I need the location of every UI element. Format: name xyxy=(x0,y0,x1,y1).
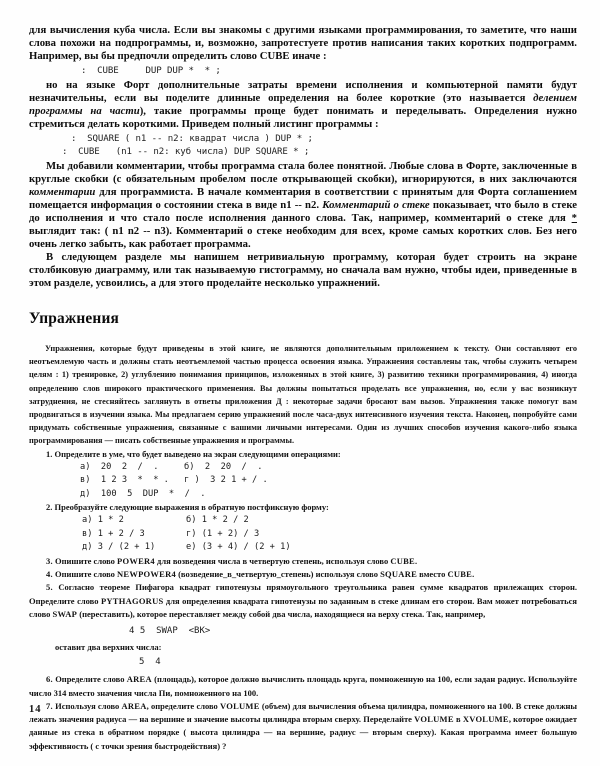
exercise-3-keyword-2: CUBE xyxy=(390,555,415,566)
exercise-6-run2: (площадь), которое должно вычислить площадь круга, помноженную на 100, если задан радиус. Используйте число 314 вместо значения числа Пи, помноженного на 100. xyxy=(29,674,577,698)
code-listing-cube: : CUBE (n1 -- n2: куб числа) DUP SQUARE * ; xyxy=(62,147,310,158)
code-example-swap: 4 5 SWAP <BK> xyxy=(129,626,211,637)
exercise-5-keyword-2: SWAP xyxy=(52,608,78,619)
exercise-6-run1: Определите слово xyxy=(55,674,127,685)
option-right: г ) 3 2 1 + / . xyxy=(184,475,268,486)
paragraph-3 xyxy=(29,160,577,251)
exercise-7-keyword-4: XVOLUME xyxy=(462,714,509,725)
option-row xyxy=(80,461,577,474)
exercise-item-3 xyxy=(29,555,577,568)
exercise-4-keyword-2: SQUARE xyxy=(380,568,418,579)
exercise-7-keyword-2: VOLUME xyxy=(220,700,260,711)
exercise-2-number: 2. xyxy=(46,502,53,513)
exercise-5-keyword-1: PYTHAGORUS xyxy=(100,595,164,606)
paragraph-3-emphasis-2: Комментарий о стеке xyxy=(322,198,430,211)
exercise-5-run3: (переставить), которое переставляет между собой два числа, находящиеся на верху стека. Так, например, xyxy=(77,608,486,619)
exercise-1-text: Определите в уме, что будет выведено на экран следующими операциями: xyxy=(54,448,341,459)
option-left: а) 20 2 / . xyxy=(80,461,159,472)
option-left: д) 3 / (2 + 1) xyxy=(82,542,156,553)
exercise-5-run1: Согласно теореме Пифагора квадрат гипотенузы прямоугольного треугольника равен сумме квадратов прилежащих сторон. Определите слово xyxy=(29,582,578,606)
paragraph-3-emphasis-1: комментарии xyxy=(29,185,96,198)
exercise-item-6 xyxy=(29,673,577,700)
option-left: д) 100 5 DUP * / . xyxy=(80,488,206,499)
exercise-5-number: 5. xyxy=(46,582,53,593)
exercise-7-run5: , которое ожидает данные из стека в обратном порядке ( высота цилиндра — на вершине, радиус — вторым сверху). Какая программа имеет большую эффективность ( с точки зрения быстродействия) ? xyxy=(29,714,577,751)
exercise-3-run3: . xyxy=(414,555,418,566)
paragraph-2-run2: ), такие программы проще будет понимать и переделывать. Определения нужно стремиться делать короткими. Приведем полный листинг программы : xyxy=(29,104,577,130)
page-number: 14 xyxy=(29,704,42,715)
code-listing-cube-naive: : CUBE DUP DUP * * ; xyxy=(81,66,221,77)
exercise-7-run4: в xyxy=(453,714,463,725)
option-row xyxy=(80,474,577,487)
exercise-7-run1: Используя слово xyxy=(55,700,122,711)
exercise-7-number: 7. xyxy=(46,700,53,711)
paragraph-2-emphasis-1: делением программы на части xyxy=(29,91,577,117)
paragraph-3-run2: для программиста. В начале комментария в соответствии с принятым для Форта соглашением помещается информация о состоянии стека в виде n1 -- n2. xyxy=(29,185,577,211)
exercise-item-2 xyxy=(29,501,577,514)
section-heading-exercises: Упражнения xyxy=(29,310,120,328)
exercise-item-1 xyxy=(29,448,577,461)
exercise-2-text: Преобразуйте следующие выражения в обратную постфиксную форму: xyxy=(54,502,329,513)
option-right: б) 1 * 2 / 2 xyxy=(186,515,249,526)
exercise-6-number: 6. xyxy=(46,674,53,685)
option-row xyxy=(82,541,577,554)
paragraph-2 xyxy=(29,79,577,131)
exercise-7-keyword-3: VOLUME xyxy=(414,714,454,725)
exercise-item-7 xyxy=(29,700,577,753)
paragraph-1-text: для вычисления куба числа. Если вы знакомы с другими языками программирования, то заметите, что наши слова похожи на подпрограммы, и, возможно, запротестуете против написания таких коротких подпрограмм. Например, вы бы предпочли определить слово CUBE иначе : xyxy=(29,24,577,63)
exercise-7-keyword-1: AREA xyxy=(121,700,147,711)
paragraph-4 xyxy=(29,251,577,290)
exercise-4-number: 4. xyxy=(46,568,53,579)
exercise-1-options xyxy=(29,461,577,501)
code-result-swap: 5 4 xyxy=(139,656,161,667)
paragraph-3-underlined-operator: * xyxy=(571,211,577,224)
exercise-7-run3: (объем) для вычисления объема цилиндра, помноженного на 100. В стеке должны лежать значения радиуса — на вершине и значение высоты цилиндра вторым сверху. Переделайте xyxy=(29,700,578,725)
exercises-intro-paragraph: Упражнения, которые будут приведены в этой книге, не являются дополнительным приложением к тексту. Они составляют его неотъемлемую часть и должны стать неотъемлемой частью процесса освоения языка. Упражнения составлены так, чтобы служить четырем целям : 1) тренировке, 2) углублению понимания принципов, изложенных в этой книге, 3) развитию техники программирования, 4) иногда определению слов широкого практического применения. Вы должны попытаться проделать все упражнения, но, если у вас возникнут затруднения, не стесняйтесь заглянуть в ответы приложения Д : некоторые задачи бросают вам вызов. Упражнения также помогут вам продвигаться в изучении языка. Мы предлагаем серию упражнений после часа-двух интенсивного изучения текста. Наконец, попробуйте сами придумать собственные упражнения, связанные с вашими личными интересами. Один из лучших способов изучения какого-либо языка программирования — писать собственные упражнения и программы. xyxy=(29,344,577,446)
exercise-7-run2: , определите слово xyxy=(146,700,221,711)
exercise-6-keyword-1: AREA xyxy=(126,674,152,685)
code-listing-square: : SQUARE ( n1 -- n2: квадрат числа ) DUP * ; xyxy=(71,133,313,144)
option-left: в) 1 + 2 / 3 xyxy=(82,528,145,539)
exercise-1-number: 1. xyxy=(46,448,53,459)
option-row xyxy=(82,528,577,541)
option-left: а) 1 * 2 xyxy=(82,515,124,526)
paragraph-3-run1: Мы добавили комментарии, чтобы программа стала более понятной. Любые слова в Форте, заключенные в круглые скобки (с обязательным пробелом после открывающей скобки), игнорируются, в них заключаются xyxy=(29,159,577,185)
exercise-5-run2: для определения квадрата гипотенузы по заданным в стеке длинам его сторон. Вам может потребоваться слово xyxy=(29,595,577,619)
exercise-item-4 xyxy=(29,568,577,581)
option-right: е) (3 + 4) / (2 + 1) xyxy=(186,542,291,553)
exercise-3-run2: для возведения числа в четвертую степень, используя слово xyxy=(154,555,391,566)
option-right: б) 2 20 / . xyxy=(184,461,263,472)
exercise-3-run1: Опишите слово xyxy=(55,555,118,566)
exercise-3-number: 3. xyxy=(46,555,53,566)
exercise-item-5 xyxy=(29,581,577,621)
option-row xyxy=(80,488,577,501)
paragraph-1 xyxy=(29,24,577,63)
spacer xyxy=(29,290,577,310)
exercise-4-run4: . xyxy=(472,568,475,579)
paragraph-4-text: В следующем разделе мы напишем нетривиальную программу, которая будет строить на экране столбиковую диаграмму, или так называемую гистограмму, но сначала вам нужно, чтобы идеи, приведенные в этом разделе, усвоились, а для этого проделайте несколько упражнений. xyxy=(29,250,577,289)
page-content xyxy=(29,24,577,753)
spacer xyxy=(29,328,577,342)
paragraph-3-run3: показывает, что было в стеке до исполнения и что стало после исполнения данного слова. Так, например, комментарий о стеке для xyxy=(29,198,577,224)
exercise-4-keyword-3: CUBE xyxy=(447,568,473,579)
exercise-2-options xyxy=(29,514,577,554)
paragraph-2-run1: но на языке Форт дополнительные затраты времени исполнения и компьютерной памяти будут незначительны, если вы поделите длинные определения на более короткие (это называется xyxy=(29,78,577,104)
option-left: в) 1 2 3 * * . xyxy=(80,475,169,486)
option-right: г) (1 + 2) / 3 xyxy=(186,528,260,539)
exercise-4-run1: Опишите слово xyxy=(55,568,118,579)
exercise-3-keyword-1: POWER4 xyxy=(117,555,155,566)
exercise-4-run2: (возведение_в_четвертую_степень) используя слово xyxy=(175,568,381,579)
option-row xyxy=(82,514,577,527)
exercise-4-run3: вместо xyxy=(417,568,448,579)
exercise-4-keyword-1: NEWPOWER4 xyxy=(117,568,176,579)
paragraph-3-run4: выглядит так: ( n1 n2 -- n3). Комментарий о стеке необходим для всех, кроме самых коротких слов. Без него очень легко забыть, как работает программа. xyxy=(29,224,577,250)
exercise-5-after-code-text: оставит два верхних числа: xyxy=(55,641,162,652)
